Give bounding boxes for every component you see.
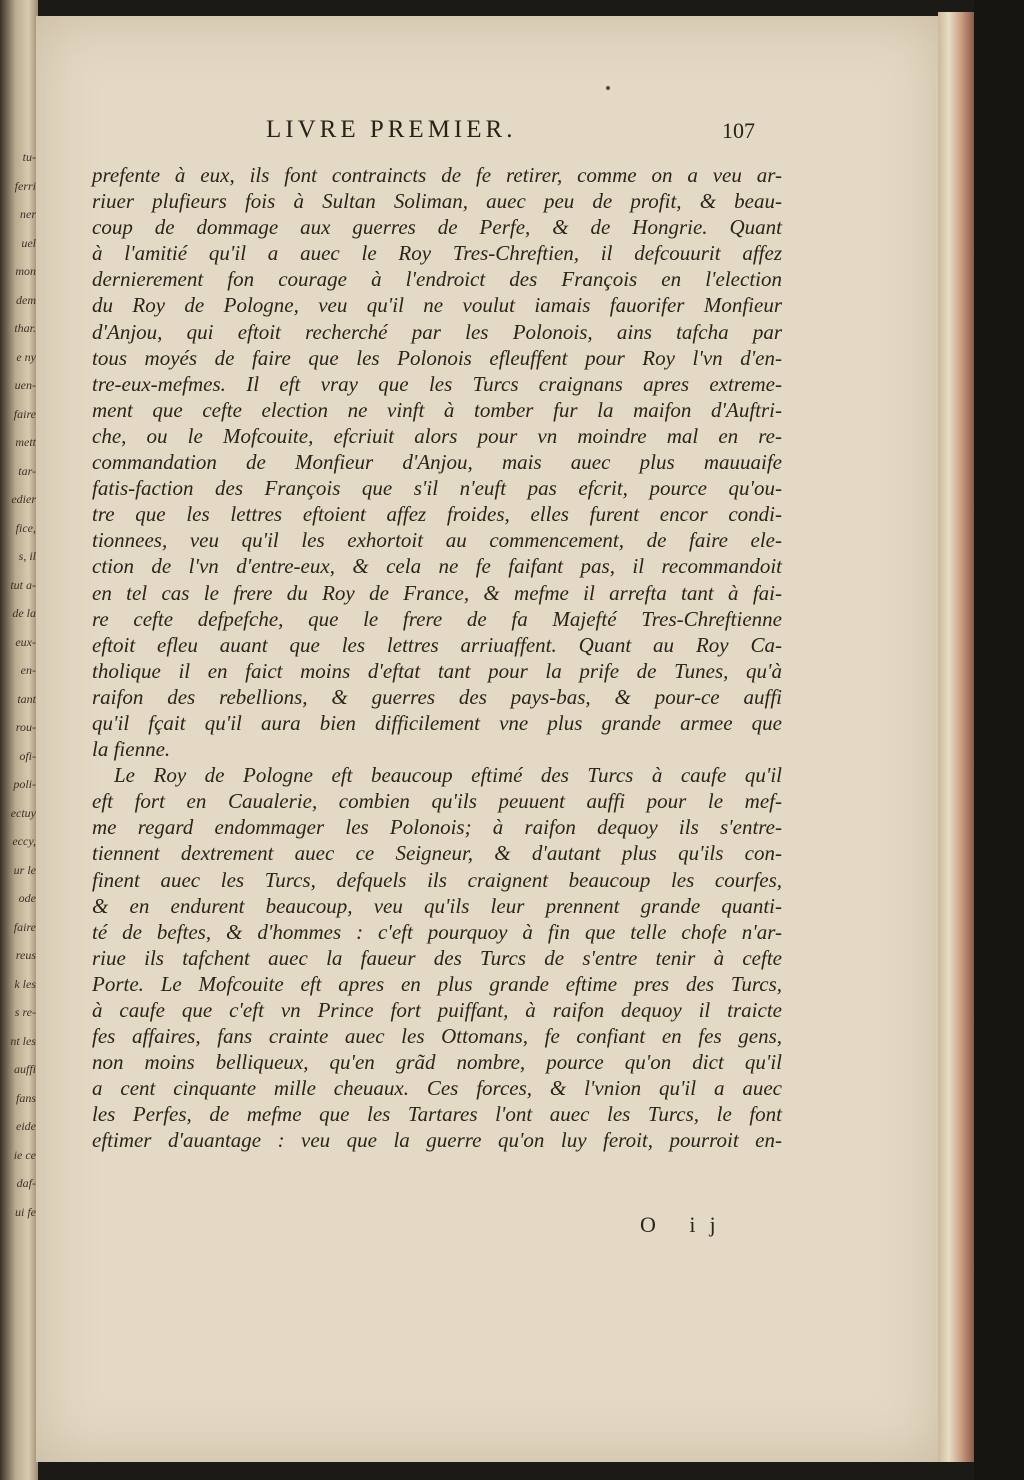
left-page-fragment: ode (18, 891, 36, 905)
left-page-fragment: e ny (16, 349, 36, 364)
left-page-fragment: mett (15, 435, 36, 449)
text-line: qu'il fçait qu'il aura bien difficilement vne plus grande armee que (92, 710, 782, 735)
text-line: raifon des rebellions, & guerres des pays-bas, & pour-ce auffi (92, 684, 782, 709)
left-page-fragment: faire (13, 919, 36, 934)
left-page-edge (0, 0, 38, 1480)
text-line: Le Roy de Pologne eft beaucoup eftimé des Turcs à caufe qu'il (114, 763, 782, 788)
text-line: du Roy de Pologne, veu qu'il ne voulut iamais fauorifer Monfieur (92, 293, 782, 318)
text-line: la fienne. (92, 737, 171, 762)
left-page-fragment: edier (11, 492, 36, 506)
text-line: tionnees, veu qu'il les exhortoit au commencement, de faire ele- (92, 528, 782, 553)
text-line: ment que cefte election ne vinft à tomber fur la maifon d'Auftri- (92, 397, 782, 422)
left-page-fragment: ui fe (15, 1204, 36, 1219)
text-line: riuer plufieurs fois à Sultan Soliman, auec peu de profit, & beau- (92, 189, 782, 214)
text-line: ction de l'vn d'entre-eux, & cela ne fe faifant pas, il recommandoit (92, 554, 782, 579)
text-line: en tel cas le frere du Roy de France, & mefme il arrefta tant à fai- (92, 580, 782, 605)
left-page-fragment: de la (12, 606, 36, 620)
text-line: dernierement fon courage à l'endroict des François en l'election (92, 267, 782, 292)
page-header (226, 116, 786, 156)
left-page-fragment: rou- (15, 720, 36, 734)
left-page-fragment: eide (16, 1119, 36, 1133)
text-line: eftoit efleu auant que les lettres arriuaffent. Quant au Roy Ca- (92, 632, 782, 657)
left-page-fragment: s, il (18, 549, 36, 563)
text-line: fes affaires, fans crainte auec les Ottomans, fe confiant en fes gens, (92, 1024, 782, 1049)
left-page-fragment: tu- (22, 150, 36, 164)
left-page-fragment: ofi- (19, 748, 36, 763)
text-line: me regard endommager les Polonois; à raifon dequoy ils s'entre- (92, 815, 782, 840)
book-page (36, 16, 942, 1462)
left-page-fragment: k les (14, 976, 36, 991)
text-line: d'Anjou, qui eftoit recherché par les Polonois, ains tafcha par (92, 319, 782, 344)
text-line: eft fort en Caualerie, combien qu'ils peuuent auffi pour le mef- (92, 789, 782, 814)
catchword-signature: O ij (640, 1212, 730, 1237)
left-page-fragment: ie ce (13, 1147, 36, 1162)
text-line: à l'amitié qu'il a auec le Roy Tres-Chreftien, il defcouurit affez (92, 241, 782, 266)
text-line: tre-eux-mefmes. Il eft vray que les Turcs craignans apres extreme- (92, 371, 782, 396)
text-line: coup de dommage aux guerres de Perfe, & de Hongrie. Quant (92, 215, 782, 240)
text-line: fatis-faction des François que s'il n'euft pas efcrit, pource qu'ou- (92, 476, 782, 501)
left-page-fragment: ectuy (10, 805, 36, 820)
left-page-fragment: tar- (18, 463, 36, 478)
text-line: & en endurent beaucoup, veu qu'ils leur prennent grande quanti- (92, 893, 782, 918)
text-line: che, ou le Mofcouite, efcriuit alors pour vn moindre mal en re- (92, 423, 782, 448)
text-line: prefente à eux, ils font contraincts de fe retirer, comme on a veu ar- (92, 163, 782, 187)
left-page-fragment: auffi (13, 1062, 36, 1076)
text-line: tholique il en faict moins d'eftat tant pour la prife de Tunes, qu'à (92, 658, 782, 683)
text-line: té de beftes, & d'hommes : c'eft pourquoy à fin que telle chofe n'ar- (92, 919, 782, 944)
left-page-fragment: eccy, (12, 834, 36, 848)
text-line: eftimer d'auantage : veu que la guerre qu'on luy feroit, pourroit en- (92, 1128, 782, 1153)
text-line: Porte. Le Mofcouite eft apres en plus grande eftime pres des Turcs, (92, 971, 782, 996)
left-page-fragment: s re- (14, 1005, 36, 1019)
left-page-fragment: mon (15, 264, 36, 278)
background-right (974, 0, 1024, 1480)
left-page-fragment: thar. (14, 321, 36, 335)
text-line: tous moyés de faire que les Polonois efleuffent pour Roy l'vn d'en- (92, 345, 782, 370)
text-line: riue ils tafchent auec la faueur des Turcs de s'entre tenir à cefte (92, 945, 782, 970)
left-page-fragment: daf- (16, 1176, 36, 1190)
left-page-fragment: fice, (15, 520, 36, 535)
left-page-fragment: dem (16, 292, 36, 307)
left-page-fragment: nt les (10, 1033, 36, 1048)
text-line: non moins belliqueux, qu'en grãd nombre, pource qu'on dict qu'il (92, 1050, 782, 1075)
left-page-fragment: eux- (15, 634, 36, 649)
left-page-fragment: poli- (13, 777, 36, 791)
page-fore-edge (938, 12, 974, 1462)
left-page-fragment: uel (21, 235, 36, 250)
running-head: LIVRE PREMIER. (266, 116, 517, 143)
page-number: 107 (722, 118, 755, 143)
text-line: tiennent dextrement auec ce Seigneur, & d'autant plus qu'ils con- (92, 841, 782, 866)
left-page-fragment: tant (17, 691, 36, 706)
text-line: a cent cinquante mille cheuaux. Ces forces, & l'vnion qu'il a auec (92, 1076, 782, 1101)
left-page-fragment: ner (20, 207, 36, 221)
text-line: à caufe que c'eft vn Prince fort puiffant, à raifon dequoy il traicte (92, 998, 782, 1022)
left-page-fragment: reus (15, 948, 36, 962)
ink-speck (606, 86, 610, 90)
left-page-fragment: uen- (14, 378, 36, 392)
text-line: les Perfes, de mefme que les Tartares l'ont auec les Turcs, le font (92, 1102, 782, 1127)
left-page-fragment: en- (20, 663, 36, 677)
text-line: commandation de Monfieur d'Anjou, mais auec plus mauuaife (92, 450, 782, 475)
text-line: finent auec les Turcs, defquels ils craignent beaucoup les courfes, (92, 867, 782, 892)
left-page-fragment: fans (15, 1090, 36, 1105)
left-page-fragment: tut a- (10, 577, 36, 592)
left-page-fragment: faire (13, 406, 36, 421)
left-page-fragment: ur le (13, 862, 36, 877)
body-text (92, 162, 782, 1154)
text-line: tre que les lettres eftoient affez froides, elles furent encor condi- (92, 502, 782, 527)
text-line: re cefte defpefche, que le frere de fa Majefté Tres-Chreftienne (92, 606, 782, 631)
left-page-fragment: ferri (14, 178, 36, 193)
